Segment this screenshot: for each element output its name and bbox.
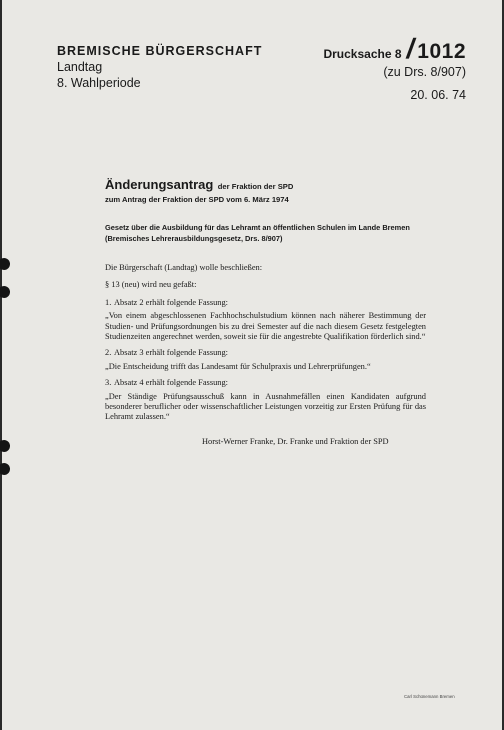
period: 8. Wahlperiode [57,76,141,90]
org-name: BREMISCHE BÜRGERSCHAFT [57,44,263,58]
punch-hole [0,258,10,270]
item-quote: „Die Entscheidung trifft das Landesamt für Schulpraxis und Lehrerprüfungen.“ [105,361,371,371]
punch-hole [0,463,10,475]
paragraph-heading: § 13 (neu) wird neu gefaßt: [105,280,197,290]
title-small: der Fraktion der SPD [217,182,294,191]
title-main: Änderungsantrag [105,177,214,192]
item-label: Absatz 4 erhält folgende Fassung: [114,378,228,388]
printer-imprint: Carl Schünemann Bremen [404,694,455,699]
item-quote: „Von einem abgeschlossenen Fachhochschulstudium können nach näherer Bestimmung der Studien- und Prüfungsordnungen bis zu drei Semester auf die nach diesem Gesetz festgelegten Studienzeiten angerechnet werden, soweit sie für die angestrebte Qualifikation förderlich sind.“ [105,311,426,342]
item-label: Absatz 3 erhält folgende Fassung: [114,348,228,358]
document-reference [323,33,466,104]
punch-hole [0,286,10,298]
law-title: Gesetz über die Ausbildung für das Lehramt an öffentlichen Schulen im Lande Bremen (Bremisches Lehrerausbildungsgesetz, Drs. 8/907) [105,223,410,243]
intro: Die Bürgerschaft (Landtag) wolle beschließen: [105,263,263,272]
item-label: Absatz 2 erhält folgende Fassung: [114,297,228,307]
list-item [105,348,426,358]
list-item [105,378,426,388]
reference: (zu Drs. 8/907) [383,65,466,79]
list-item [105,298,426,308]
body-name: Landtag [57,60,103,74]
drucksache-row [323,33,466,64]
document-page [2,0,502,730]
punch-hole [0,440,10,452]
letterhead [57,43,262,91]
date: 20. 06. 74 [410,88,466,102]
drucksache-number: 1012 [417,40,466,63]
signature: Horst-Werner Franke, Dr. Franke und Fraktion der SPD [202,437,389,446]
item-number: 2. [105,348,112,358]
document-body [105,263,426,429]
title-sub: zum Antrag der Fraktion der SPD vom 6. März 1974 [105,195,289,204]
title-block [105,176,293,204]
drucksache-label: Drucksache 8 [323,47,402,61]
item-number: 3. [105,378,112,388]
item-quote: „Der Ständige Prüfungsausschuß kann in Ausnahmefällen einen Kandidaten aufgrund besonderer beruflicher oder wissenschaftlicher Leistungen vorzeitig zur Ersten Prüfung für das Lehramt zulassen.“ [105,391,426,422]
item-number: 1. [105,297,112,307]
drucksache-slash: / [403,33,418,64]
